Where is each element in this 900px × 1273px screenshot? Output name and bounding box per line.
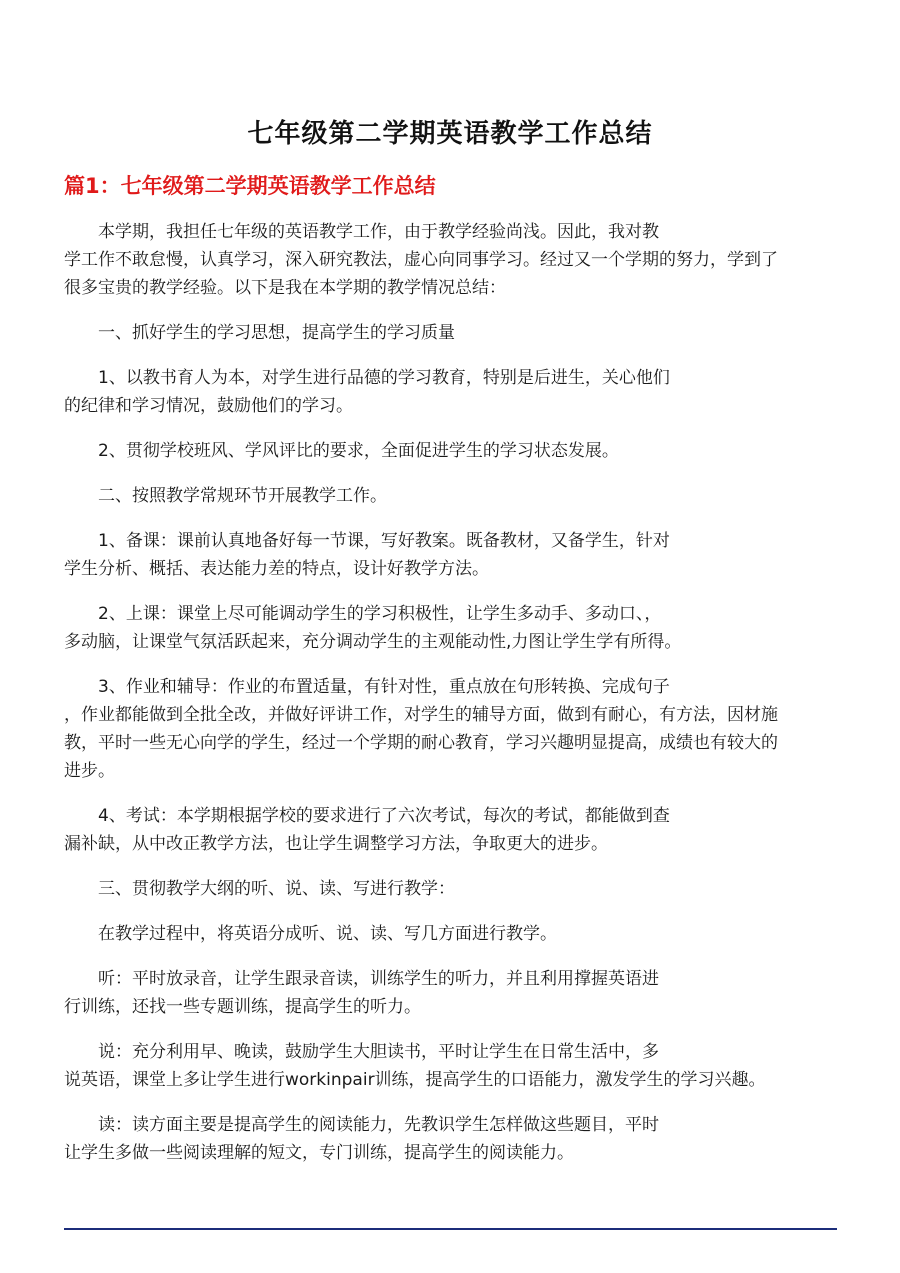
paragraph-line: 2、贯彻学校班风、学风评比的要求，全面促进学生的学习状态发展。 <box>98 441 619 461</box>
paragraph-line: 一、抓好学生的学习思想，提高学生的学习质量 <box>98 323 455 343</box>
document-body <box>64 218 839 1184</box>
paragraph-item <box>64 437 839 465</box>
paragraph-line: 行训练，还找一些专题训练，提高学生的听力。 <box>64 997 421 1017</box>
paragraph-line: 1、以教书育人为本，对学生进行品德的学习教育，特别是后进生，关心他们 <box>98 368 670 388</box>
paragraph-line: 二、按照教学常规环节开展教学工作。 <box>98 486 387 506</box>
footer-divider <box>64 1228 837 1230</box>
section-three-heading <box>64 875 839 903</box>
paragraph-intro <box>64 218 839 302</box>
section-one-heading <box>64 319 839 347</box>
paragraph-line: 学生分析、概括、表达能力差的特点，设计好教学方法。 <box>64 559 489 579</box>
paragraph-listening <box>64 965 839 1021</box>
paragraph-line: 漏补缺，从中改正教学方法，也让学生调整学习方法，争取更大的进步。 <box>64 834 608 854</box>
paragraph-line: 教，平时一些无心向学的学生，经过一个学期的耐心教育，学习兴趣明显提高，成绩也有较大的 <box>64 733 778 753</box>
paragraph-item <box>64 364 839 420</box>
paragraph-line: 本学期，我担任七年级的英语教学工作，由于教学经验尚浅。因此，我对教 <box>98 222 659 242</box>
paragraph-line: 读：读方面主要是提高学生的阅读能力，先教识学生怎样做这些题目，平时 <box>98 1115 659 1135</box>
paragraph-line: 进步。 <box>64 761 115 781</box>
paragraph-line: 让学生多做一些阅读理解的短文，专门训练，提高学生的阅读能力。 <box>64 1143 574 1163</box>
paragraph-item <box>64 673 839 785</box>
paragraph-line: 很多宝贵的教学经验。以下是我在本学期的教学情况总结： <box>64 278 506 298</box>
paragraph-item <box>64 600 839 656</box>
section-two-heading <box>64 482 839 510</box>
paragraph-speaking <box>64 1038 839 1094</box>
paragraph-line: 3、作业和辅导：作业的布置适量，有针对性，重点放在句形转换、完成句子 <box>98 677 670 697</box>
paragraph-line: 说：充分利用早、晚读，鼓励学生大胆读书，平时让学生在日常生活中，多 <box>98 1042 659 1062</box>
paragraph-line: 多动脑，让课堂气氛活跃起来，充分调动学生的主观能动性,力图让学生学有所得。 <box>64 632 682 652</box>
paragraph-reading <box>64 1111 839 1167</box>
paragraph-line: 2、上课：课堂上尽可能调动学生的学习积极性，让学生多动手、多动口、， <box>98 604 662 624</box>
paragraph-item <box>64 527 839 583</box>
paragraph-line: 三、贯彻教学大纲的听、说、读、写进行教学： <box>98 879 455 899</box>
paragraph-line: 1、备课：课前认真地备好每一节课，写好教案。既备教材，又备学生，针对 <box>98 531 670 551</box>
paragraph-line: 4、考试：本学期根据学校的要求进行了六次考试，每次的考试，都能做到查 <box>98 806 670 826</box>
page-title: 七年级第二学期英语教学工作总结 <box>247 119 653 149</box>
paragraph-line: 的纪律和学习情况，鼓励他们的学习。 <box>64 396 353 416</box>
paragraph-line: 在教学过程中，将英语分成听、说、读、写几方面进行教学。 <box>98 924 557 944</box>
section-heading: 篇1：七年级第二学期英语教学工作总结 <box>64 174 436 198</box>
paragraph-line: 学工作不敢怠慢，认真学习，深入研究教法，虚心向同事学习。经过又一个学期的努力，学到了 <box>64 250 778 270</box>
paragraph-line: 说英语，课堂上多让学生进行workinpair训练，提高学生的口语能力，激发学生的学习兴趣。 <box>64 1070 766 1090</box>
paragraph-line: ，作业都能做到全批全改，并做好评讲工作，对学生的辅导方面，做到有耐心，有方法，因材施 <box>64 705 778 725</box>
paragraph-item <box>64 802 839 858</box>
paragraph-item <box>64 920 839 948</box>
paragraph-line: 听：平时放录音，让学生跟录音读，训练学生的听力，并且利用撑握英语进 <box>98 969 659 989</box>
